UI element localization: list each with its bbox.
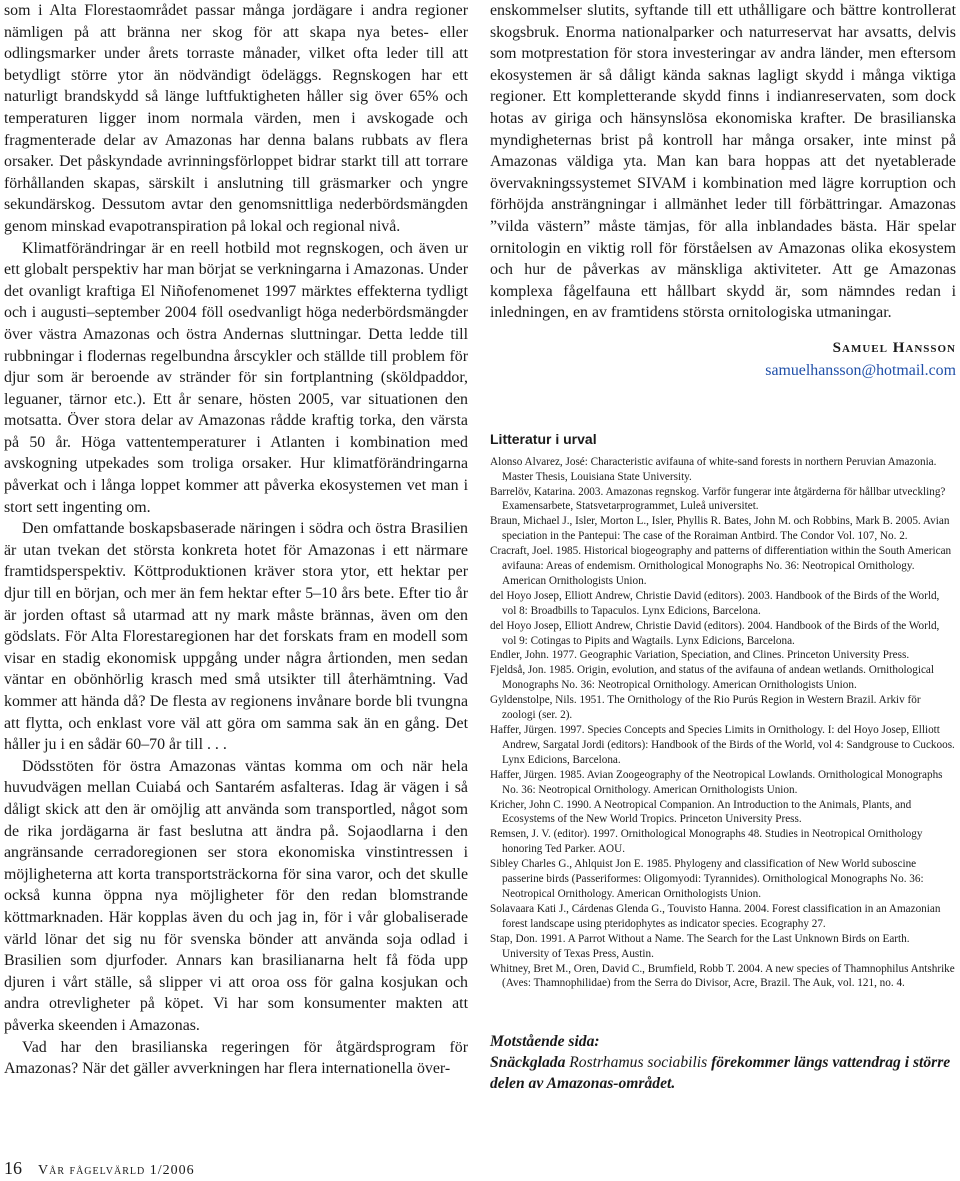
reference-item: Fjeldså, Jon. 1985. Origin, evolution, and status of the avifauna of andean wetlands. Ornithological Monographs No. 36: Neotropical Ornithology. American Ornithologists Union. xyxy=(490,664,934,692)
reference-item: del Hoyo Josep, Elliott Andrew, Christie David (editors). 2004. Handbook of the Birds of the World, vol 9: Cotingas to Pipits and Wagtails. Lynx Edicions, Barcelona. xyxy=(490,619,940,647)
reference-item: Stap, Don. 1991. A Parrot Without a Name. The Search for the Last Unknown Birds on Earth. University of Texas Press, Austin. xyxy=(490,932,910,960)
caption-species: Rostrhamus sociabilis xyxy=(569,1054,708,1072)
reference-item: Braun, Michael J., Isler, Morton L., Isler, Phyllis R. Bates, John M. och Robbins, Mark B. 2005. Avian speciation in the Pantepui: The case of the Roraiman Antbird. The Condor Vol. 107, No. 2. xyxy=(490,515,950,543)
caption-lead: Motstående sida: xyxy=(490,1033,600,1051)
reference-item: Alonso Alvarez, José: Characteristic avifauna of white-sand forests in northern Peruvian Amazonia. Master Thesis, Louisiana State University. xyxy=(490,455,937,483)
body-paragraph: som i Alta Florestaområdet passar många jordägare i andra regioner nämligen på att bränna ner skog för att skapa nya betes- eller odlingsmarker under årets torraste månader, vilket ofta leder till att betydligt större ytor än nödvändigt ödeläggs. Regnskogen har ett naturligt brandskydd så länge luftfuktigheten håller sig över 65% och temperaturen ligger inom normala värden, men i avskogade och fragmenterade delar av Amazonas har denna balans rubbats av flera orsaker. Det påskyndade avrinningsförloppet bidrar starkt till att torrare förhållanden skapas, särskilt i anslutning till gräsmarker och yngre sekundärskog. Dessutom avtar den genomsnittliga nederbördsmängden genom minskad evapotranspiration på lokal och regional nivå. xyxy=(4,2,468,235)
reference-item: Sibley Charles G., Ahlquist Jon E. 1985. Phylogeny and classification of New World suboscine passerine birds (Passeriformes: Oligomyodi: Tyrannides). Ornithological Monographs No. 36: Neotropical Ornithology. American Ornithologists Union. xyxy=(490,858,924,900)
reference-item: Whitney, Bret M., Oren, David C., Brumfield, Robb T. 2004. A new species of Thamnophilus Antshrike (Aves: Thamnophilidae) from the Serra do Divisor, Acre, Brazil. The Auk, vol. 121, no. 4. xyxy=(490,962,955,990)
body-paragraph: Dödsstöten för östra Amazonas väntas komma om och när hela huvudvägen mellan Cuiabá och Santarém asfalteras. Idag är vägen i så dåligt skick att den är omöjlig att använda som transportled, något som de rika jordägarna är fast beslutna att ändra på. Sojaodlarna i den angränsande cerradoregionen ser stora ekonomiska vinstintressen i möjligheterna att korta transportsträckorna för sina varor, och det skulle också kunna öppna nya möjligheter för den redan blomstrande köttmarknaden. Här kopplas även du och jag in, för i vår globaliserade värld lönar det sig nu för svenska bönder att använda soja odlad i Brasilien som djurfoder. Annars kan brasilianarna helt få föda upp djuren i vårt ställe, så slipper vi att oroa oss för galna kosjukan och andra otrevligheter på köpet. Vi har som konsumenter makten att påverka skeenden i Amazonas. xyxy=(4,757,468,1034)
journal-title: Vår fågelvärld 1/2006 xyxy=(38,1163,195,1178)
reference-item: Endler, John. 1977. Geographic Variation, Speciation, and Clines. Princeton University Press. xyxy=(490,649,910,662)
photo-caption xyxy=(490,1031,956,1094)
author-email-link[interactable]: samuelhansson@hotmail.com xyxy=(765,361,956,379)
reference-item: Haffer, Jürgen. 1997. Species Concepts and Species Limits in Ornithology. I: del Hoyo Josep, Elliott Andrew, Sargatal Jordi (editors): Handbook of the Birds of the World, vol 4: Sandgrouse to Cuckoos. Lynx Edicions, Barcelona. xyxy=(490,724,955,766)
caption-suffix: förekommer längs vattendrag i större delen av Amazonas-området. xyxy=(490,1054,951,1093)
references-heading: Litteratur i urval xyxy=(490,431,597,448)
page-footer xyxy=(4,1158,195,1179)
right-column xyxy=(490,0,956,1094)
body-paragraph: Klimatförändringar är en reell hotbild mot regnskogen, och även ur ett globalt perspektiv har man börjat se verkningarna i Amazonas. Under det ovanligt kraftiga El Niñofenomenet 1997 märktes effekterna tydligt och i augusti–september 2004 föll osedvanligt höga nederbördsmängder över västra Amazonas och östra Andernas sluttningar. Detta ledde till rubbningar i flodernas regelbundna årscykler och ställde till problem för djur som är beroende av stränder för sin fortplantning (sköldpaddor, leguaner, tärnor etc.). Ett år senare, hösten 2005, var situationen den motsatta. Över stora delar av Amazonas rådde kraftig torka, den värsta på 50 år. Höga vattentemperaturer i Atlanten i kombination med avskogning utpekades som troliga orsaker. Hur klimatförändringarna påverkat och i långa loppet kommer att påverka ekosystemen vet man i stort sett ingenting om. xyxy=(4,239,468,516)
page-number: 16 xyxy=(4,1158,22,1178)
reference-item: Barrelöv, Katarina. 2003. Amazonas regnskog. Varför fungerar inte åtgärderna för hållbar utveckling? Examensarbete, Statsvetarprogrammet, Luleå universitet. xyxy=(490,485,946,513)
reference-item: del Hoyo Josep, Elliott Andrew, Christie David (editors). 2003. Handbook of the Birds of the World, vol 8: Broadbills to Tapaculos. Lynx Edicions, Barcelona. xyxy=(490,589,940,617)
body-paragraph: Den omfattande boskapsbaserade näringen i södra och östra Brasilien är utan tvekan det största konkreta hotet för Amazonas i ett närmare framtidsperspektiv. Köttproduktionen kräver stora ytor, ett hektar per djur till en början, och mer än fem hektar efter 5–10 års bete. Efter tio år är jorden oftast så utarmad att ny mark måste brännas, även om den gödslats. För Alta Florestaregionen har det forskats fram en modell som visar en stadig ekonomisk uppgång under några årtionden, men sedan väntar en obönhörlig krasch med små utsikter till återhämtning. Vad kommer att hända då? De flesta av regionens invånare borde bli tvungna att flytta, och enklast vore väl att göra om samma sak än en gång. Det håller ju i en sådär 60–70 år till . . . xyxy=(4,520,468,754)
reference-item: Solavaara Kati J., Cárdenas Glenda G., Touvisto Hanna. 2004. Forest classification in an Amazonian forest landscape using pteridophytes as indicator species. Ecography 27. xyxy=(490,902,941,930)
reference-item: Remsen, J. V. (editor). 1997. Ornithological Monographs 48. Studies in Neotropical Ornithology honoring Ted Parker. AOU. xyxy=(490,828,923,856)
reference-item: Gyldenstolpe, Nils. 1951. The Ornithology of the Rio Purús Region in Western Brazil. Arkiv för zoologi (ser. 2). xyxy=(490,694,921,722)
body-paragraph: enskommelser slutits, syftande till ett uthålligare och bättre kontrollerat skogsbruk. Enorma nationalparker och naturreservat har avsatts, delvis som motprestation för stora investeringar av andra länder, men eftersom ekosystemen är så dåligt kända saknas lagligt skydd i många viktiga regioner. Ett kompletterande skydd finns i indianreservaten, som dock hotas av giriga och hänsynslösa ekonomiska krafter. De brasilianska myndigheternas brist på kontroll har många orsaker, inte minst på Amazonas väldiga yta. Man kan bara hoppas att det nyetablerade övervakningssystemet SIVAM i kombination med lägre korruption och förhöjda ansträngningar i allmänhet leder till förbättringar. Amazonas ”vilda västern” måste tämjas, för alla inblandades bästa. Här spelar ornitologin en viktig roll för förståelsen av Amazonas olika ekosystem och hur de påverkas av mänskliga aktiviteter. Att ge Amazonas komplexa fågelfauna ett hållbart skydd är, som nämndes redan i inledningen, en av framtidens största ornitologiska utmaningar. xyxy=(490,2,956,322)
reference-item: Haffer, Jürgen. 1985. Avian Zoogeography of the Neotropical Lowlands. Ornithological Monographs No. 36: Neotropical Ornithology. American Ornithologists Union. xyxy=(490,768,943,796)
left-column xyxy=(4,0,468,1080)
caption-prefix: Snäckglada xyxy=(490,1054,570,1072)
body-paragraph: Vad har den brasilianska regeringen för åtgärdsprogram för Amazonas? När det gäller avverkningen har flera internationella över- xyxy=(4,1038,468,1078)
author-name: Samuel Hansson xyxy=(832,339,956,356)
reference-list xyxy=(490,455,956,992)
reference-item: Kricher, John C. 1990. A Neotropical Companion. An Introduction to the Animals, Plants, and Ecosystems of the New World Tropics. Princeton University Press. xyxy=(490,798,912,826)
author-block xyxy=(490,338,956,381)
reference-item: Cracraft, Joel. 1985. Historical biogeography and patterns of differentiation within the South American avifauna: Areas of endemism. Ornithological Monographs No. 36: Neotropical Ornithology. American Ornithologists Union. xyxy=(490,545,952,587)
